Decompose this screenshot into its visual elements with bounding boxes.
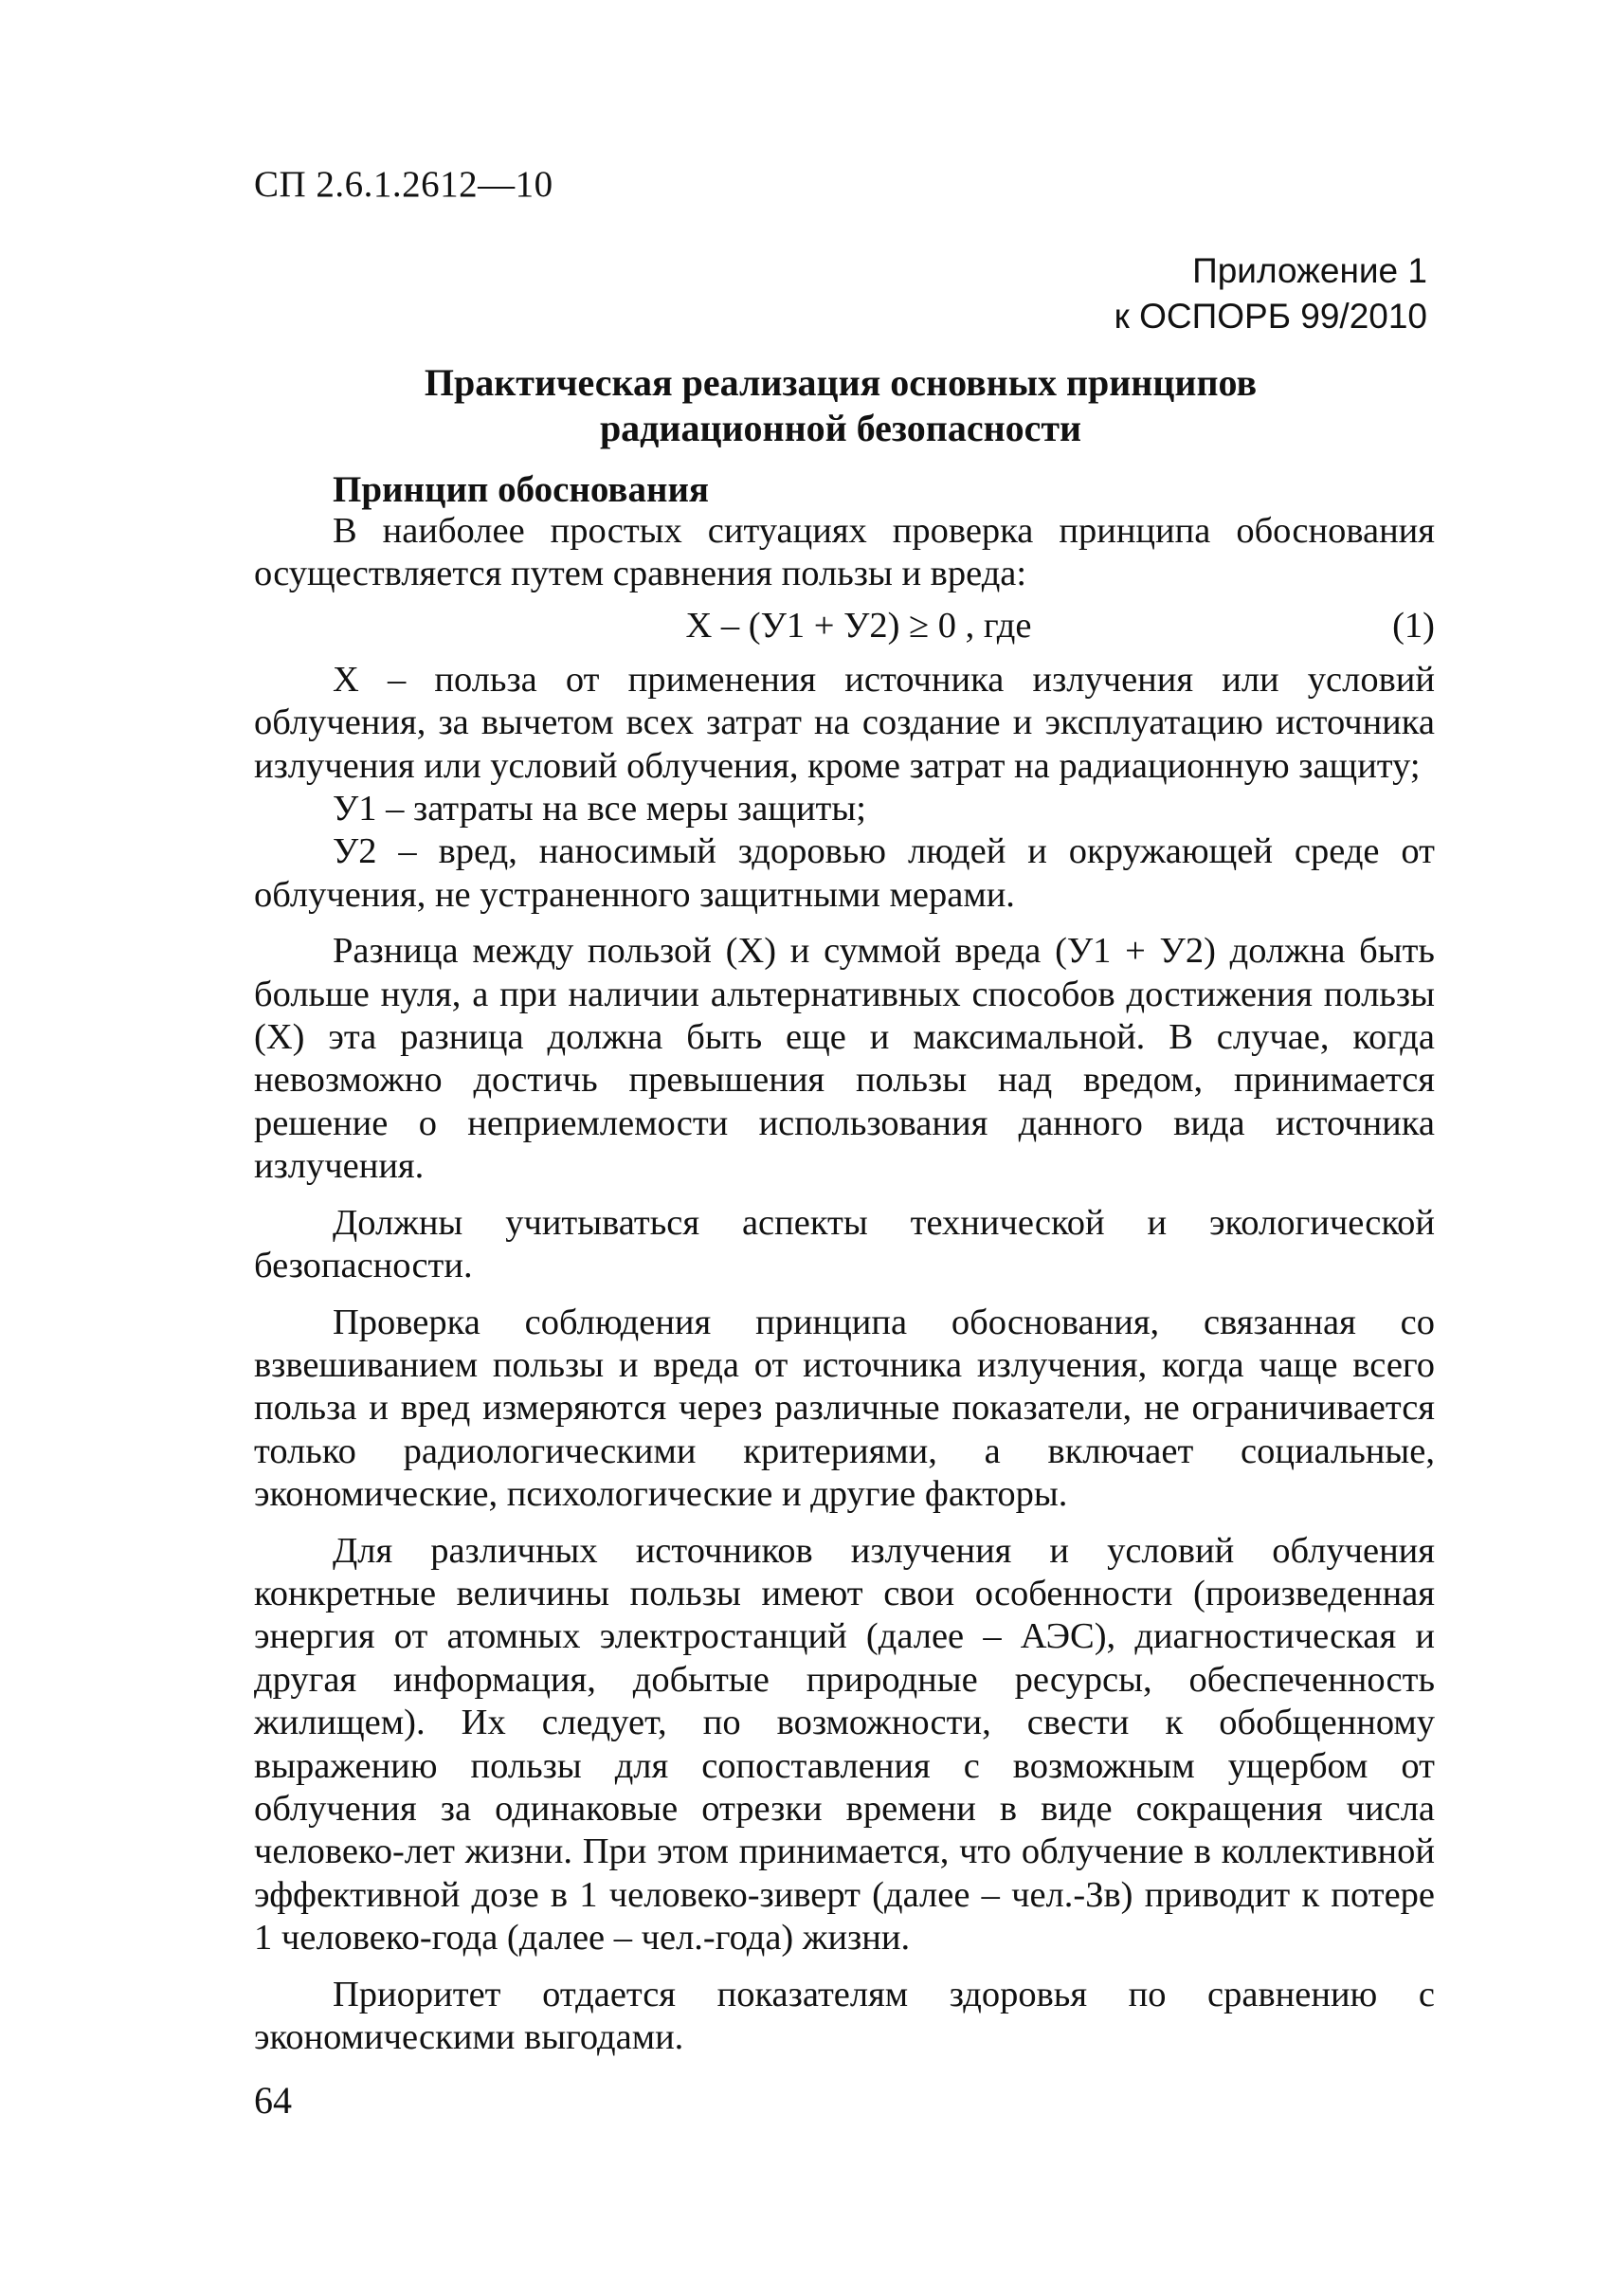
formula-row: [254, 598, 1435, 655]
paragraph-aspects: Должны учитываться аспекты технической и экологической безопасности.: [254, 1202, 1435, 1286]
title-line-2: радиационной безопасности: [599, 407, 1082, 449]
section-heading: Принцип обоснования: [333, 469, 710, 510]
paragraph-check: Проверка соблюдения принципа обоснования, связанная со взвешиванием пользы и вреда от источника излучения, когда чаще всего польза и вред измеряются через различные показатели, не ограничивается только радиологическими критериями, а включает социальные, экономические, психологические и другие факторы.: [254, 1302, 1435, 1515]
paragraph-sources: Для различных источников излучения и условий облучения конкретные величины пользы имеют свои особенности (произведенная энергия от атомных электростанций (далее – АЭС), диагностическая и другая информация, добытые природные ресурсы, обеспеченность жилищем). Их следует, по возможности, свести к обобщенному выражению пользы для сопоставления с возможным ущербом от облучения за одинаковые отрезки времени в виде сокращения числа человеко-лет жизни. При этом принимается, что облучение в коллективной эффективной дозе в 1 человеко-зиверт (далее – чел.-Зв) приводит к потере 1 человеко-года (далее – чел.-года) жизни.: [254, 1530, 1435, 1959]
title-line-1: Практическая реализация основных принципов: [424, 361, 1258, 404]
definition-y1: У1 – затраты на все меры защиты;: [333, 789, 866, 829]
definition-x: X – польза от применения источника излучения или условий облучения, за вычетом всех затрат на создание и эксплуатацию источника излучения или условий облучения, кроме затрат на радиационную защиту;: [254, 659, 1435, 786]
document-code: СП 2.6.1.2612—10: [254, 164, 553, 205]
paragraph-priority: Приоритет отдается показателям здоровья по сравнению с экономическими выгодами.: [254, 1974, 1435, 2057]
body-text: [254, 510, 1435, 2059]
paragraph-difference: Разница между пользой (X) и суммой вреда (У1 + У2) должна быть больше нуля, а при наличии альтернативных способов достижения пользы (X) эта разница должна быть еще и максимальной. В случае, когда невозможно достичь превышения пользы над вредом, принимается решение о неприемлемости использования данного вида источника излучения.: [254, 931, 1435, 1187]
page-number: 64: [254, 2079, 292, 2122]
paragraph-intro: В наиболее простых ситуациях проверка принципа обоснования осуществляется путем сравнения пользы и вреда:: [254, 511, 1435, 594]
formula-expression: X – (У1 + У2) ≥ 0 , где: [685, 606, 1032, 647]
appendix-line-1: Приложение 1: [1192, 251, 1427, 290]
page-title: [254, 360, 1427, 451]
appendix-line-2: к ОСПОРБ 99/2010: [1114, 297, 1427, 336]
definition-y2: У2 – вред, наносимый здоровью людей и окружающей среде от облучения, не устраненного защитными мерами.: [254, 831, 1435, 915]
appendix-reference: [1115, 248, 1427, 339]
formula-number: (1): [1392, 606, 1435, 647]
